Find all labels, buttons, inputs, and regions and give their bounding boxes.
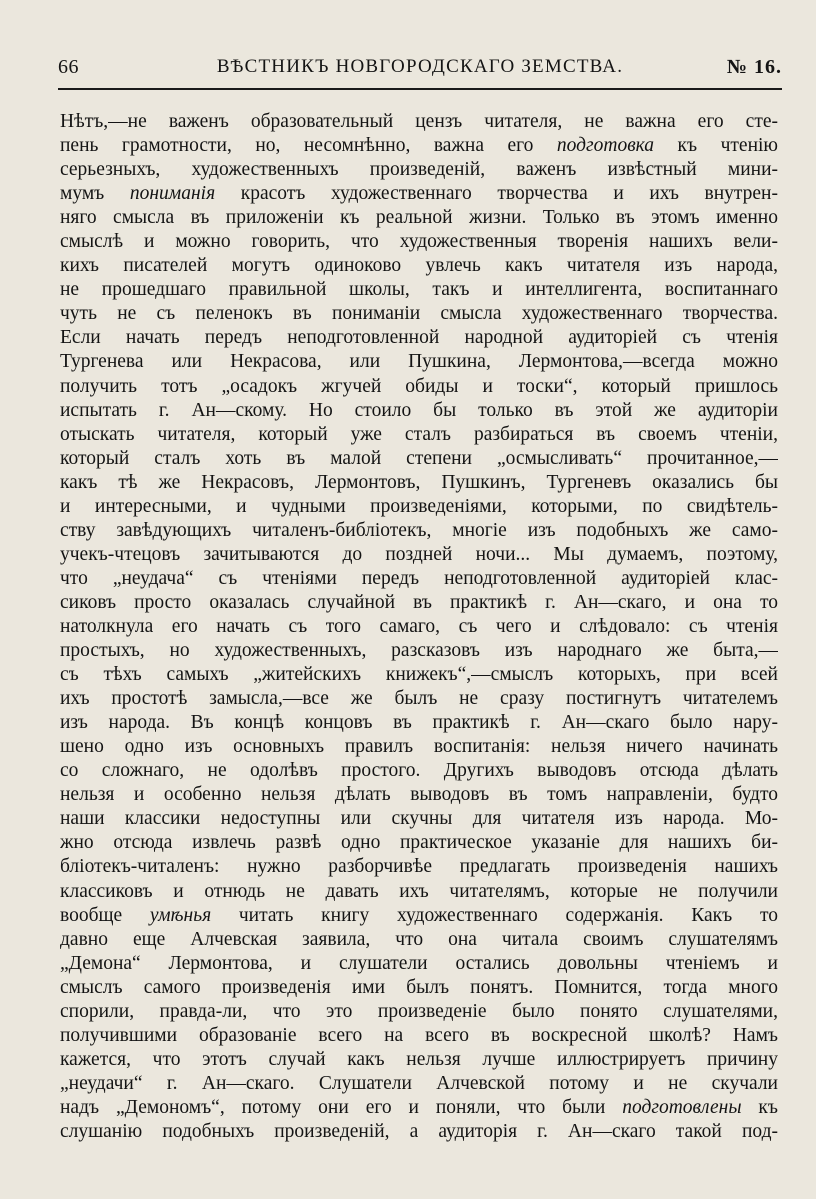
text-segment: отыскать читателя, который уже сталъ разбираться въ своемъ чтеніи, [60,423,778,445]
text-line [60,1048,778,1072]
text-segment: классиковъ и отнюдь не давать ихъ читателямъ, которые не получили [60,880,778,902]
text-line [60,711,778,735]
text-segment: смыслъ самого произведенія ими былъ понятъ. Помнится, тогда много [60,976,778,998]
text-segment: къ [741,1096,778,1118]
text-line [60,471,778,495]
emphasis-text: подготовлены [622,1096,742,1118]
text-segment: получить тотъ „осадокъ жгучей обиды и тоски“, который пришлось [60,375,778,397]
text-segment: вообще [60,904,150,926]
issue-number: № 16. [726,56,782,78]
text-segment: ихъ простотѣ замысла,—все же былъ не сразу постигнутъ читателемъ [60,688,778,710]
text-segment: къ чтенію [654,135,778,157]
text-line [60,182,778,206]
text-line [60,230,778,254]
text-line [60,591,778,615]
text-line [60,783,778,807]
text-line [60,1072,778,1096]
text-segment: пень грамотности, но, несомнѣнно, важна его [60,135,557,157]
text-line [60,663,778,687]
text-segment: натолкнула его начать съ того самаго, съ чего и слѣдовало: съ чтенія [60,615,778,637]
text-segment: ству завѣдующихъ читаленъ-библіотекъ, многіе изъ подобныхъ же само- [60,519,778,541]
text-segment: кажется, что этотъ случай какъ нельзя лучше иллюстрируетъ причину [60,1048,778,1070]
text-segment: Тургенева или Некрасова, или Пушкина, Лермонтова,—всегда можно [60,351,778,373]
text-segment: изъ народа. Въ концѣ концовъ въ практикѣ г. Ан—скаго было нару- [60,712,778,734]
article-body [60,110,778,1144]
text-segment: серьезныхъ, художественныхъ произведеній, важенъ извѣстный мини- [60,159,778,181]
text-segment: получившими образованіе всего на всего въ воскресной школѣ? Намъ [60,1024,778,1046]
text-line [60,134,778,158]
text-segment: нельзя и особенно нельзя дѣлать выводовъ въ томъ направленіи, будто [60,784,778,806]
text-segment: слушанію подобныхъ произведеній, а аудиторія г. Ан—скаго такой под- [60,1120,778,1142]
text-segment: читать книгу художественнаго содержанія. Какъ то [211,904,778,926]
page-number: 66 [58,56,79,78]
text-line [60,976,778,1000]
text-segment: учекъ-чтецовъ зачитываются до поздней ночи... Мы думаемъ, поэтому, [60,543,778,565]
text-line [60,399,778,423]
text-line [60,567,778,591]
text-segment: какъ тѣ же Некрасовъ, Лермонтовъ, Пушкинъ, Тургеневъ оказались бы [60,471,778,493]
text-line [60,206,778,230]
emphasis-text: умѣнья [149,904,212,926]
text-segment: который сталъ хоть въ малой степени „осмысливать“ прочитанное,— [60,447,778,469]
text-segment: мумъ [60,183,130,205]
text-line [60,855,778,879]
text-segment: чуть не съ пеленокъ въ пониманіи смысла художественнаго творчества. [60,303,778,325]
text-line [60,375,778,399]
text-line [60,880,778,904]
text-line [60,1120,778,1144]
text-line [60,904,778,928]
text-segment: красотъ художественнаго творчества и ихъ внутрен- [215,183,778,205]
text-line [60,158,778,182]
text-line [60,1024,778,1048]
text-line [60,759,778,783]
text-segment: надъ „Демономъ“, потому они его и поняли, что были [60,1096,623,1118]
text-line [60,639,778,663]
header-rule [58,88,782,90]
text-line [60,423,778,447]
text-line [60,687,778,711]
text-segment: сиковъ просто оказалась случайной въ практикѣ г. Ан—скаго, и она то [60,591,778,613]
text-line [60,1000,778,1024]
text-segment: „неудачи“ г. Ан—скаго. Слушатели Алчевской потому и не скучали [60,1072,778,1094]
running-header [58,56,782,88]
text-segment: смыслѣ и можно говорить, что художественныя творенія нашихъ вели- [60,231,778,253]
text-line [60,278,778,302]
text-line [60,495,778,519]
text-line [60,735,778,759]
text-segment: давно еще Алчевская заявила, что она читала своимъ слушателямъ [60,928,778,950]
text-segment: „Демона“ Лермонтова, и слушатели остались довольны чтеніемъ и [60,952,778,974]
text-segment: и интересными, и чудными произведеніями, которыми, по свидѣтель- [60,495,778,517]
emphasis-text: подготовка [556,135,655,157]
text-line [60,326,778,350]
text-segment: Нѣтъ,—не важенъ образовательный цензъ читателя, не важна его сте- [60,111,778,132]
text-line [60,1096,778,1120]
text-segment: что „неудача“ съ чтеніями передъ неподготовленной аудиторіей клас- [60,567,778,589]
text-line [60,543,778,567]
text-segment: простыхъ, но художественныхъ, разсказовъ изъ народнаго же быта,— [60,640,778,662]
text-segment: Если начать передъ неподготовленной народной аудиторіей съ чтенія [60,327,778,349]
text-segment: испытать г. Ан—скому. Но стоило бы только въ этой же аудиторіи [60,399,778,421]
text-line [60,110,778,134]
text-line [60,831,778,855]
text-line [60,254,778,278]
text-segment: няго смысла въ приложеніи къ реальной жизни. Только въ этомъ именно [60,207,778,229]
text-segment: наши классики недоступны или скучны для читателя изъ народа. Мо- [60,808,778,830]
text-line [60,615,778,639]
text-line [60,952,778,976]
text-segment: бліотекъ-читаленъ: нужно разборчивѣе предлагать произведенія нашихъ [60,856,778,878]
text-line [60,350,778,374]
text-line [60,807,778,831]
text-segment: жно отсюда извлечь развѣ одно практическое указаніе для нашихъ би- [60,832,778,854]
text-segment: со сложнаго, не одолѣвъ простого. Другихъ выводовъ отсюда дѣлать [60,760,778,782]
journal-title: ВѢСТНИКЪ НОВГОРОДСКАГО ЗЕМСТВА. [216,56,624,77]
text-segment: шено одно изъ основныхъ правилъ воспитанія: нельзя ничего начинать [60,736,778,758]
text-segment: съ тѣхъ самыхъ „житейскихъ книжекъ“,—смыслъ которыхъ, при всей [60,664,778,686]
text-segment: не прошедшаго правильной школы, такъ и интеллигента, воспитаннаго [60,279,778,301]
text-line [60,447,778,471]
text-segment: спорили, правда-ли, что это произведеніе было понято слушателями, [60,1000,778,1022]
text-line [60,302,778,326]
text-segment: кихъ писателей могутъ одиноково увлечь какъ читателя изъ народа, [60,255,778,277]
emphasis-text: пониманія [129,183,216,205]
text-line [60,519,778,543]
text-line [60,928,778,952]
